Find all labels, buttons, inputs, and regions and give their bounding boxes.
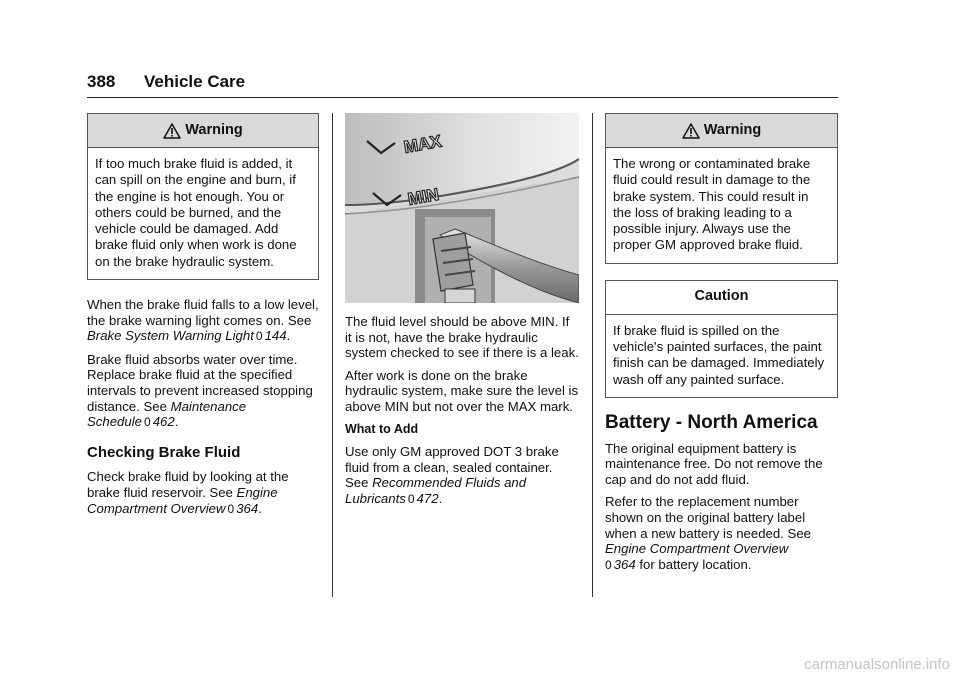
watermark: carmanualsonline.info bbox=[804, 656, 950, 673]
min-mark-label: MIN bbox=[406, 184, 441, 209]
xref-link-brake-warning-light[interactable]: Brake System Warning Light bbox=[87, 328, 254, 344]
warning-box-header bbox=[606, 114, 837, 148]
column-2 bbox=[345, 113, 579, 515]
warning-box-header bbox=[88, 114, 318, 148]
xref-symbol: 0 bbox=[605, 557, 612, 572]
paragraph: Brake fluid absorbs water over time. Replace brake fluid at the specified intervals to prevent increased stopping distance. See Maintenance Schedule 0 462. bbox=[87, 351, 313, 430]
warning-box bbox=[605, 113, 838, 264]
paragraph: When the brake fluid falls to a low level, the brake warning light comes on. See Brake System Warning Light 0 144. bbox=[87, 297, 319, 344]
column-1 bbox=[87, 113, 319, 524]
xref-link-engine-compartment[interactable]: Engine Compartment Overview bbox=[87, 485, 278, 516]
warning-body: The wrong or contaminated brake fluid could result in damage to the brake system. This could result in the loss of braking leading to a possible injury. Always use the proper GM approved brake fluid. bbox=[613, 156, 811, 253]
subsection-heading: Checking Brake Fluid bbox=[87, 443, 241, 461]
caution-title: Caution bbox=[694, 288, 749, 305]
paragraph: Refer to the replacement number shown on the original battery label when a new battery is needed. See Engine Compartment Overview 0 364 for battery location. bbox=[605, 494, 812, 572]
paragraph: Check brake fluid by looking at the brake fluid reservoir. See Engine Compartment Overview 0 364. bbox=[87, 469, 289, 516]
xref-page-link[interactable]: 364 bbox=[236, 500, 259, 516]
warning-body: If too much brake fluid is added, it can spill on the engine and burn, if the engine is hot enough. You or others could be burned, and the vehicle could be damaged. Add brake fluid only when work is done on the brake hydraulic system. bbox=[95, 156, 297, 269]
xref-symbol: 0 bbox=[407, 491, 415, 506]
xref-page-link[interactable]: 462 bbox=[152, 414, 175, 430]
caution-body: If brake fluid is spilled on the vehicle's painted surfaces, the paint finish can be damaged. Immediately wash off any painted surface. bbox=[613, 322, 825, 387]
paragraph: The original equipment battery is maintenance free. Do not remove the cap and do not add fluid. bbox=[605, 440, 823, 487]
caution-box-header bbox=[606, 281, 837, 315]
xref-page-link[interactable]: 364 bbox=[613, 556, 636, 572]
column-divider bbox=[592, 113, 593, 597]
caution-box bbox=[605, 280, 838, 398]
xref-link-recommended-fluids[interactable]: Recommended Fluids and Lubricants bbox=[345, 475, 527, 506]
column-3 bbox=[605, 113, 838, 580]
max-mark-label: MAX bbox=[402, 131, 443, 157]
xref-page-link[interactable]: 144 bbox=[264, 328, 287, 344]
section-heading-battery: Battery - North America bbox=[605, 411, 818, 433]
warning-triangle-icon bbox=[163, 123, 181, 139]
reservoir-figure-svg bbox=[345, 113, 579, 303]
page-number: 388 bbox=[87, 72, 116, 91]
brake-fluid-reservoir-illustration bbox=[345, 113, 579, 303]
warning-title: Warning bbox=[703, 121, 762, 138]
subheading-what-to-add: What to Add bbox=[345, 421, 419, 436]
paragraph: The fluid level should be above MIN. If it is not, have the brake hydraulic system checked to see if there is a leak. bbox=[345, 314, 579, 361]
xref-symbol: 0 bbox=[255, 329, 263, 344]
xref-symbol: 0 bbox=[227, 501, 235, 516]
warning-triangle-icon bbox=[682, 123, 700, 139]
column-divider bbox=[332, 113, 333, 597]
header-rule bbox=[87, 97, 838, 98]
xref-symbol: 0 bbox=[144, 415, 151, 430]
xref-link-maintenance-schedule[interactable]: Maintenance Schedule bbox=[87, 398, 247, 430]
warning-box bbox=[87, 113, 319, 280]
warning-title: Warning bbox=[185, 121, 243, 138]
xref-page-link[interactable]: 472 bbox=[416, 490, 439, 506]
paragraph: After work is done on the brake hydraulic system, make sure the level is above MIN but not over the MAX mark. bbox=[345, 367, 579, 414]
page-header bbox=[87, 72, 245, 92]
xref-link-engine-compartment[interactable]: Engine Compartment Overview bbox=[605, 541, 789, 557]
page-title: Vehicle Care bbox=[144, 72, 246, 91]
paragraph: Use only GM approved DOT 3 brake fluid from a clean, sealed container. See Recommended Fluids and Lubricants 0 472. bbox=[345, 444, 559, 506]
